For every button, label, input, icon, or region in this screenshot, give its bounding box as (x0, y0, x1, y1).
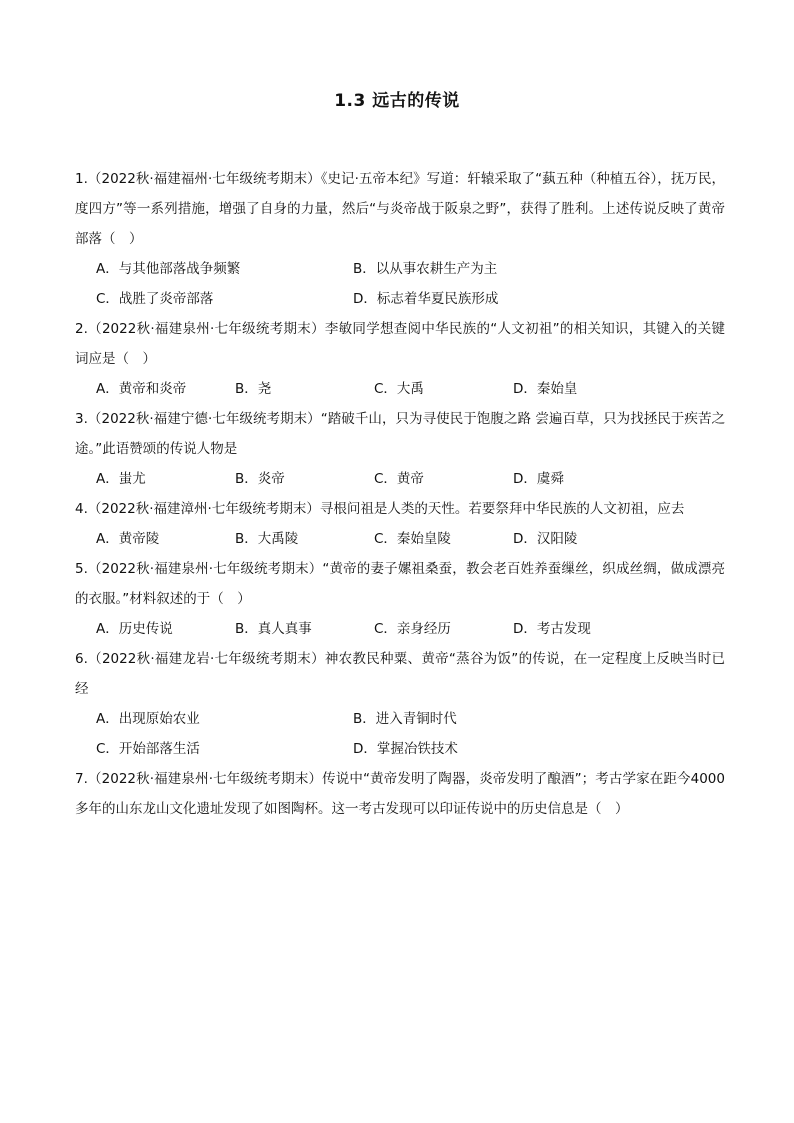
option-row (96, 464, 725, 494)
option-b: B．真人真事 (235, 621, 312, 637)
option-d: D．标志着华夏民族形成 (353, 291, 499, 307)
option-d: D．秦始皇 (513, 381, 578, 397)
option-d: D．虞舜 (513, 471, 564, 487)
question-1 (75, 164, 725, 314)
option-c: C．战胜了炎帝部落 (96, 291, 214, 307)
option-row (96, 374, 725, 404)
option-d: D．汉阳陵 (513, 531, 578, 547)
option-d: D．掌握冶铁技术 (353, 741, 458, 757)
option-a: A．黄帝陵 (96, 531, 160, 547)
question-stem: 4.（2022秋·福建漳州·七年级统考期末）寻根问祖是人类的天性。若要祭拜中华民族的人文初祖，应去 (75, 501, 685, 517)
option-c: C．开始部落生活 (96, 741, 200, 757)
question-list (75, 164, 725, 824)
option-row (96, 704, 725, 734)
option-b: B．炎帝 (235, 471, 285, 487)
option-group (75, 704, 725, 764)
question-stem: 1.（2022秋·福建福州·七年级统考期末）《史记·五帝本纪》写道：轩辕采取了“蓺五种（种植五谷），抚万民，度四方”等一系列措施，增强了自身的力量，然后“与炎帝战于阪泉之野”，获得了胜利。上述传说反映了黄帝部落（ ） (75, 171, 725, 247)
option-a: A．黄帝和炎帝 (96, 381, 187, 397)
option-group (75, 374, 725, 404)
question-stem: 5.（2022秋·福建泉州·七年级统考期末）“黄帝的妻子嫘祖桑蚕，教会老百姓养蚕缫丝，织成丝绸，做成漂亮的衣服。”材料叙述的于（ ） (75, 561, 725, 607)
question-stem: 7.（2022秋·福建泉州·七年级统考期末）传说中“黄帝发明了陶器，炎帝发明了酿酒”；考古学家在距今4000多年的山东龙山文化遗址发现了如图陶杯。这一考古发现可以印证传说中的历史信息是（ ） (75, 771, 725, 817)
option-b: B．以从事农耕生产为主 (353, 261, 498, 277)
page-title: 1.3 远古的传说 (334, 91, 460, 111)
question-3 (75, 404, 725, 494)
option-b: B．大禹陵 (235, 531, 299, 547)
option-c: C．亲身经历 (374, 621, 451, 637)
option-group (75, 464, 725, 494)
option-group (75, 254, 725, 314)
question-stem: 3.（2022秋·福建宁德·七年级统考期末）“踏破千山，只为寻使民于饱腹之路 尝遍百草，只为找拯民于疾苦之途。”此语赞颂的传说人物是 (75, 411, 725, 457)
option-c: C．黄帝 (374, 471, 424, 487)
option-row (96, 254, 725, 284)
option-a: A．与其他部落战争频繁 (96, 261, 241, 277)
option-a: A．出现原始农业 (96, 711, 200, 727)
option-row (96, 284, 725, 314)
option-row (96, 614, 725, 644)
question-7 (75, 764, 725, 824)
option-c: C．大禹 (374, 381, 424, 397)
option-row (96, 524, 725, 554)
option-b: B．进入青铜时代 (353, 711, 457, 727)
option-c: C．秦始皇陵 (374, 531, 451, 547)
option-group (75, 614, 725, 644)
question-2 (75, 314, 725, 404)
option-a: A．历史传说 (96, 621, 173, 637)
question-5 (75, 554, 725, 644)
question-stem: 6.（2022秋·福建龙岩·七年级统考期末）神农教民种粟、黄帝“蒸谷为饭”的传说，在一定程度上反映当时已经 (75, 651, 725, 697)
option-row (96, 734, 725, 764)
question-4 (75, 494, 725, 554)
option-b: B．尧 (235, 381, 272, 397)
question-stem: 2.（2022秋·福建泉州·七年级统考期末）李敏同学想查阅中华民族的“人文初祖”的相关知识，其键入的关键词应是（ ） (75, 321, 725, 367)
option-group (75, 524, 725, 554)
question-6 (75, 644, 725, 764)
option-d: D．考古发现 (513, 621, 591, 637)
option-a: A．蚩尤 (96, 471, 146, 487)
